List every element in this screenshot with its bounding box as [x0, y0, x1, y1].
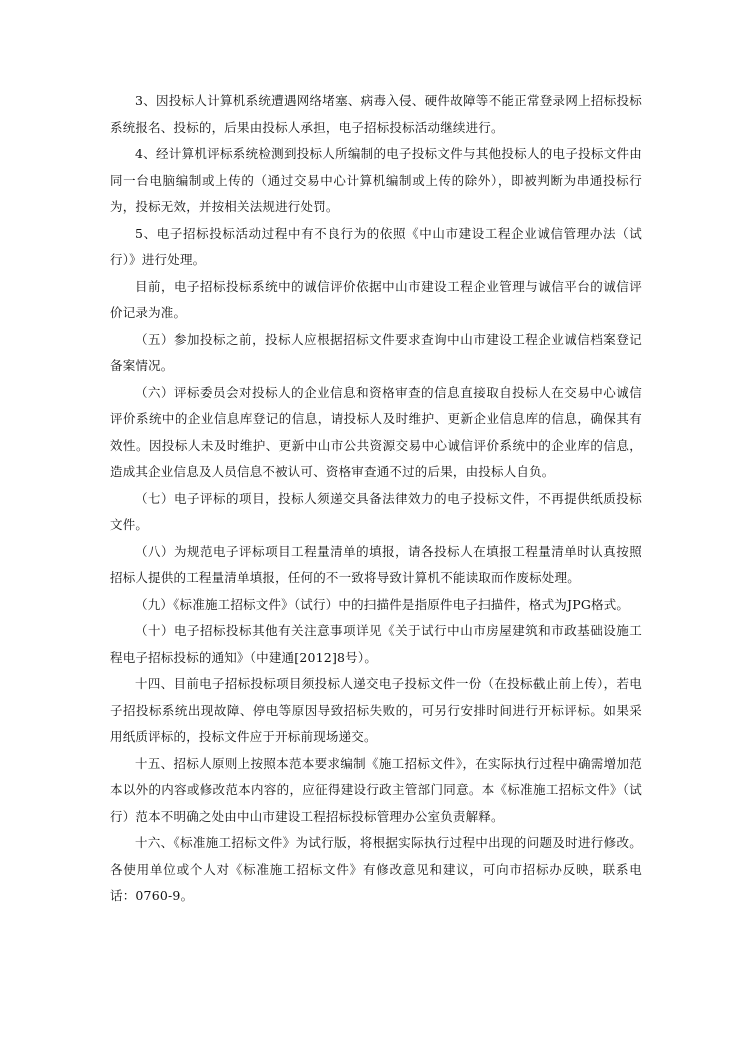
paragraph-article-15: 十五、招标人原则上按照本范本要求编制《施工招标文件》，在实际执行过程中确需增加范本以外的内容或修改范本内容的，应征得建设行政主管部门同意。本《标准施工招标文件》（试行）范本不明确之处由中山市建设工程招标投标管理办公室负责解释。	[110, 755, 642, 824]
paragraph-section-10: （十）电子招标投标其他有关注意事项详见《关于试行中山市房屋建筑和市政基础设施工程电子招标投标的通知》（中建通[2012]8号）。	[110, 623, 642, 665]
paragraph-integrity-evaluation: 目前，电子招标投标系统中的诚信评价依据中山市建设工程企业管理与诚信平台的诚信评价记录为准。	[110, 278, 642, 320]
paragraph-section-6: （六）评标委员会对投标人的企业信息和资格审查的信息直接取自投标人在交易中心诚信评价系统中的企业信息库登记的信息，请投标人及时维护、更新企业信息库的信息，确保其有效性。因投标人未及时维护、更新中山市公共资源交易中心诚信评价系统中的企业库的信息，造成其企业信息及人员信息不被认可、资格审查通不过的后果，由投标人自负。	[110, 384, 642, 479]
paragraph-section-7: （七）电子评标的项目，投标人须递交具备法律效力的电子投标文件，不再提供纸质投标文件。	[110, 490, 642, 532]
document-page	[110, 88, 642, 910]
paragraph-section-9: （九）《标准施工招标文件》（试行）中的扫描件是指原件电子扫描件，格式为JPG格式。	[135, 596, 630, 612]
paragraph-section-5: （五）参加投标之前，投标人应根据招标文件要求查询中山市建设工程企业诚信档案登记备案情况。	[110, 331, 642, 373]
paragraph-article-14: 十四、目前电子招标投标项目须投标人递交电子投标文件一份（在投标截止前上传），若电子招投标系统出现故障、停电等原因导致招标失败的，可另行安排时间进行开标评标。如果采用纸质评标的，投标文件应于开标前现场递交。	[110, 676, 642, 744]
paragraph-article-16: 十六、《标准施工招标文件》为试行版，将根据实际执行过程中出现的问题及时进行修改。各使用单位或个人对《标准施工招标文件》有修改意见和建议，可向市招标办反映，联系电话：0760-9。	[110, 835, 642, 903]
paragraph-item-4: 4、经计算机评标系统检测到投标人所编制的电子投标文件与其他投标人的电子投标文件由同一台电脑编制或上传的（通过交易中心计算机编制或上传的除外），即被判断为串通投标行为，投标无效，并按相关法规进行处罚。	[110, 146, 642, 214]
paragraph-section-8: （八）为规范电子评标项目工程量清单的填报，请各投标人在填报工程量清单时认真按照招标人提供的工程量清单填报，任何的不一致将导致计算机不能读取而作废标处理。	[110, 543, 642, 585]
paragraph-item-5: 5、电子招标投标活动过程中有不良行为的依照《中山市建设工程企业诚信管理办法（试行）》进行处理。	[110, 225, 642, 267]
paragraph-item-3: 3、因投标人计算机系统遭遇网络堵塞、病毒入侵、硬件故障等不能正常登录网上招标投标系统报名、投标的，后果由投标人承担，电子招标投标活动继续进行。	[110, 93, 642, 135]
